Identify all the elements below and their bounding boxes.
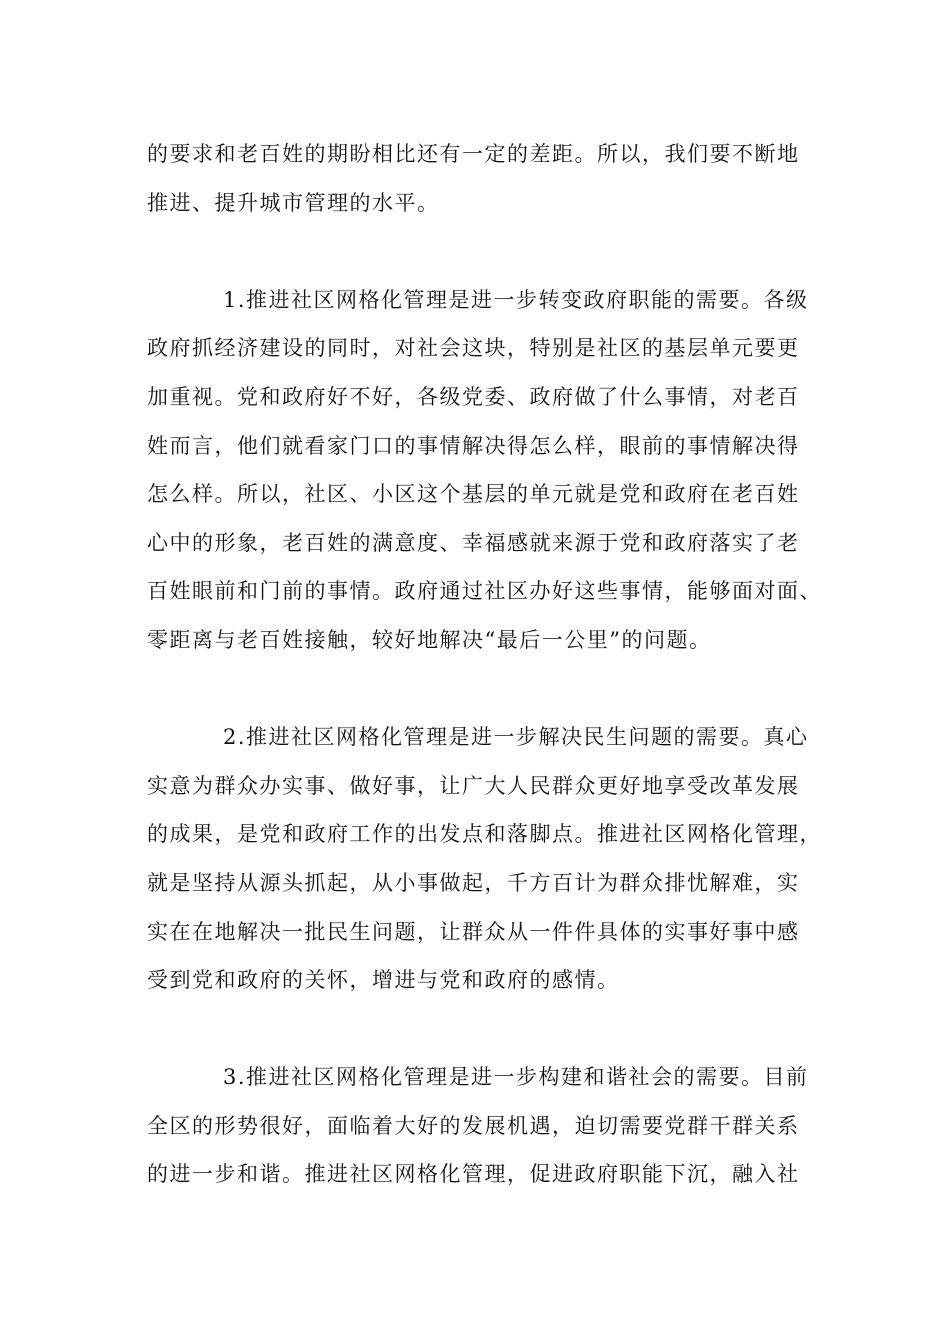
document-body [147, 130, 827, 1199]
paragraph-gap [147, 227, 827, 276]
text-line: 的进一步和谐。推进社区网格化管理，促进政府职能下沉，融入社 [147, 1162, 800, 1187]
text-line: 政府抓经济建设的同时，对社会这块，特别是社区的基层单元要更 [147, 336, 800, 361]
text-line: 1.推进社区网格化管理是进一步转变政府职能的需要。各级 [223, 287, 809, 312]
paragraph-gap [147, 665, 827, 714]
text-line: 推进、提升城市管理的水平。 [147, 190, 440, 215]
paragraph-gap [147, 1005, 827, 1054]
text-line: 姓而言，他们就看家门口的事情解决得怎么样，眼前的事情解决得 [147, 433, 800, 458]
text-line: 零距离与老百姓接触，较好地解决“最后一公里”的问题。 [147, 627, 712, 652]
text-line: 2.推进社区网格化管理是进一步解决民生问题的需要。真心 [223, 725, 809, 750]
text-line: 全区的形势很好，面临着大好的发展机遇，迫切需要党群干群关系 [147, 1113, 800, 1138]
text-line: 就是坚持从源头抓起，从小事做起，千方百计为群众排忧解难，实 [147, 870, 800, 895]
text-line: 3.推进社区网格化管理是进一步构建和谐社会的需要。目前 [223, 1065, 809, 1090]
paragraph-item-2 [147, 713, 827, 1005]
text-line: 百姓眼前和门前的事情。政府通过社区办好这些事情，能够面对面、 [147, 579, 822, 604]
paragraph-continuation [147, 130, 827, 227]
paragraph-item-1 [147, 276, 827, 665]
text-line: 实在在地解决一批民生问题，让群众从一件件具体的实事好事中感 [147, 919, 800, 944]
text-line: 受到党和政府的关怀，增进与党和政府的感情。 [147, 968, 620, 993]
text-line: 怎么样。所以，社区、小区这个基层的单元就是党和政府在老百姓 [147, 482, 800, 507]
text-line: 的要求和老百姓的期盼相比还有一定的差距。所以，我们要不断地 [147, 142, 800, 166]
text-line: 加重视。党和政府好不好，各级党委、政府做了什么事情，对老百 [147, 384, 800, 409]
text-line: 心中的形象，老百姓的满意度、幸福感就来源于党和政府落实了老 [147, 530, 800, 555]
text-line: 的成果，是党和政府工作的出发点和落脚点。推进社区网格化管理， [147, 822, 822, 847]
text-line: 实意为群众办实事、做好事，让广大人民群众更好地享受改革发展 [147, 773, 800, 798]
paragraph-item-3 [147, 1053, 827, 1199]
